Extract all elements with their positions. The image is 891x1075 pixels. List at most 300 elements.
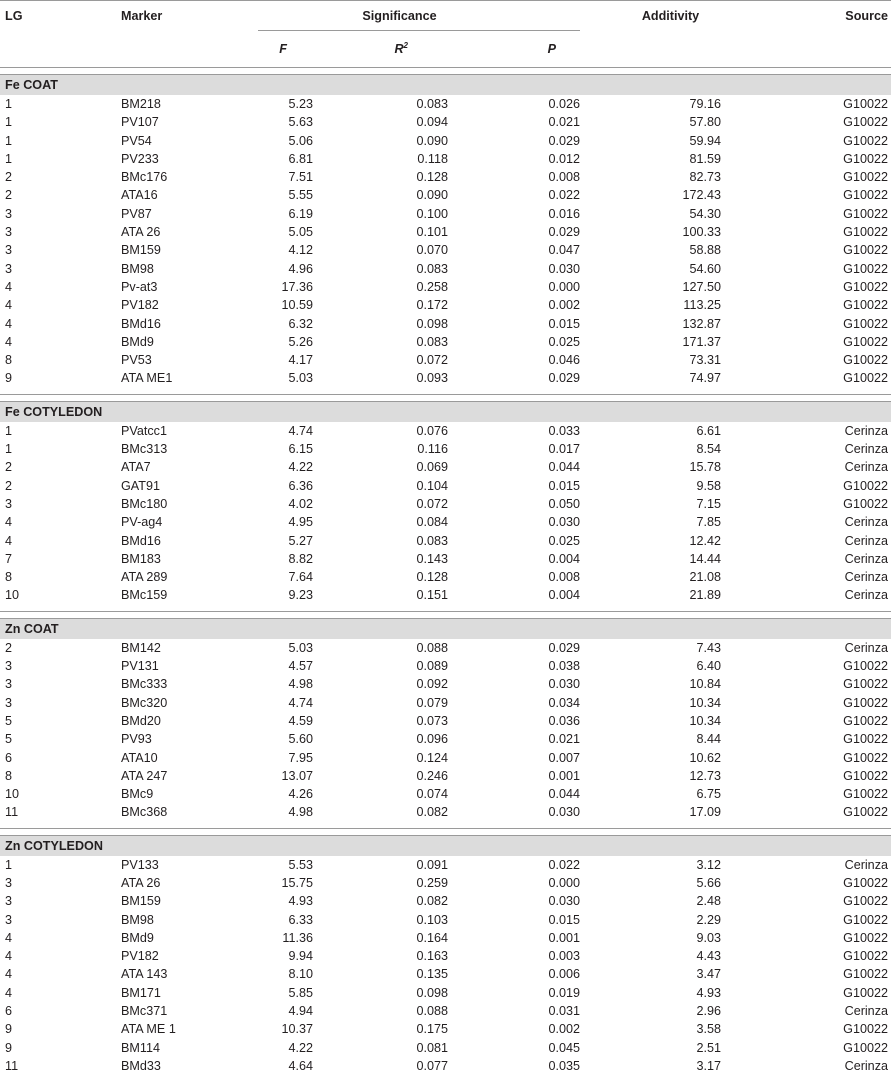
- cell-lg: 3: [0, 675, 118, 693]
- table-row: [0, 694, 891, 712]
- cell-p: 0.029: [448, 369, 580, 387]
- cell-additivity: 2.51: [580, 1039, 721, 1057]
- cell-f: 4.22: [258, 1039, 313, 1057]
- table-row: [0, 315, 891, 333]
- cell-f: 5.55: [258, 186, 313, 204]
- cell-marker: ATA 289: [118, 568, 258, 586]
- cell-source: G10022: [721, 911, 891, 929]
- cell-f: 6.81: [258, 150, 313, 168]
- cell-lg: 4: [0, 278, 118, 296]
- cell-source: G10022: [721, 132, 891, 150]
- cell-r2: 0.081: [313, 1039, 448, 1057]
- cell-lg: 7: [0, 550, 118, 568]
- cell-source: Cerinza: [721, 550, 891, 568]
- cell-f: 7.51: [258, 168, 313, 186]
- cell-source: G10022: [721, 477, 891, 495]
- header-source: Source: [721, 1, 891, 31]
- cell-r2: 0.103: [313, 911, 448, 929]
- cell-p: 0.030: [448, 513, 580, 531]
- cell-r2: 0.083: [313, 333, 448, 351]
- cell-p: 0.022: [448, 186, 580, 204]
- cell-r2: 0.079: [313, 694, 448, 712]
- cell-p: 0.021: [448, 113, 580, 131]
- cell-source: G10022: [721, 113, 891, 131]
- table-row: [0, 260, 891, 278]
- cell-r2: 0.083: [313, 95, 448, 113]
- cell-r2: 0.258: [313, 278, 448, 296]
- cell-f: 5.27: [258, 532, 313, 550]
- cell-source: G10022: [721, 95, 891, 113]
- cell-lg: 11: [0, 803, 118, 821]
- cell-lg: 3: [0, 694, 118, 712]
- cell-source: G10022: [721, 278, 891, 296]
- cell-marker: BM183: [118, 550, 258, 568]
- cell-lg: 3: [0, 223, 118, 241]
- cell-p: 0.025: [448, 333, 580, 351]
- table-row: [0, 369, 891, 387]
- cell-r2: 0.151: [313, 586, 448, 604]
- table-row: [0, 440, 891, 458]
- cell-source: G10022: [721, 150, 891, 168]
- cell-lg: 4: [0, 929, 118, 947]
- cell-lg: 6: [0, 1002, 118, 1020]
- cell-p: 0.006: [448, 965, 580, 983]
- cell-additivity: 58.88: [580, 241, 721, 259]
- cell-f: 4.95: [258, 513, 313, 531]
- cell-lg: 3: [0, 657, 118, 675]
- cell-lg: 1: [0, 440, 118, 458]
- cell-source: Cerinza: [721, 458, 891, 476]
- cell-source: Cerinza: [721, 639, 891, 657]
- cell-additivity: 7.43: [580, 639, 721, 657]
- cell-marker: BM98: [118, 911, 258, 929]
- cell-r2: 0.088: [313, 639, 448, 657]
- table-row: [0, 730, 891, 748]
- cell-marker: BMd20: [118, 712, 258, 730]
- cell-marker: BM114: [118, 1039, 258, 1057]
- cell-source: G10022: [721, 205, 891, 223]
- cell-lg: 10: [0, 785, 118, 803]
- cell-lg: 4: [0, 296, 118, 314]
- table-row: [0, 223, 891, 241]
- cell-f: 4.57: [258, 657, 313, 675]
- table-row: [0, 513, 891, 531]
- cell-f: 9.94: [258, 947, 313, 965]
- cell-f: 5.06: [258, 132, 313, 150]
- cell-f: 9.23: [258, 586, 313, 604]
- cell-r2: 0.175: [313, 1020, 448, 1038]
- cell-additivity: 7.15: [580, 495, 721, 513]
- cell-additivity: 6.61: [580, 422, 721, 440]
- cell-marker: BMd33: [118, 1057, 258, 1075]
- table-row: [0, 422, 891, 440]
- cell-source: G10022: [721, 712, 891, 730]
- cell-marker: ATA16: [118, 186, 258, 204]
- cell-r2: 0.094: [313, 113, 448, 131]
- cell-f: 4.64: [258, 1057, 313, 1075]
- cell-source: G10022: [721, 369, 891, 387]
- cell-source: G10022: [721, 767, 891, 785]
- cell-lg: 8: [0, 568, 118, 586]
- cell-source: G10022: [721, 803, 891, 821]
- table-row: [0, 113, 891, 131]
- table-row: [0, 785, 891, 803]
- table-row: [0, 639, 891, 657]
- cell-lg: 4: [0, 333, 118, 351]
- cell-marker: BMd16: [118, 315, 258, 333]
- table-row: [0, 911, 891, 929]
- cell-f: 5.03: [258, 369, 313, 387]
- cell-source: G10022: [721, 675, 891, 693]
- cell-lg: 4: [0, 532, 118, 550]
- cell-p: 0.019: [448, 984, 580, 1002]
- cell-p: 0.035: [448, 1057, 580, 1075]
- cell-marker: BM218: [118, 95, 258, 113]
- cell-marker: BMd9: [118, 929, 258, 947]
- cell-f: 6.19: [258, 205, 313, 223]
- cell-source: G10022: [721, 168, 891, 186]
- table-row: [0, 929, 891, 947]
- cell-lg: 6: [0, 749, 118, 767]
- table-row: [0, 892, 891, 910]
- cell-lg: 4: [0, 513, 118, 531]
- cell-r2: 0.090: [313, 186, 448, 204]
- cell-additivity: 12.73: [580, 767, 721, 785]
- cell-additivity: 132.87: [580, 315, 721, 333]
- cell-additivity: 12.42: [580, 532, 721, 550]
- cell-marker: PV-ag4: [118, 513, 258, 531]
- cell-f: 5.63: [258, 113, 313, 131]
- cell-f: 4.12: [258, 241, 313, 259]
- cell-f: 8.82: [258, 550, 313, 568]
- cell-lg: 2: [0, 168, 118, 186]
- cell-marker: PV87: [118, 205, 258, 223]
- cell-f: 6.33: [258, 911, 313, 929]
- cell-additivity: 8.54: [580, 440, 721, 458]
- cell-f: 5.03: [258, 639, 313, 657]
- cell-additivity: 3.17: [580, 1057, 721, 1075]
- header-marker: Marker: [118, 1, 258, 31]
- cell-p: 0.016: [448, 205, 580, 223]
- cell-r2: 0.124: [313, 749, 448, 767]
- table-row: [0, 1057, 891, 1075]
- cell-p: 0.002: [448, 296, 580, 314]
- cell-f: 4.98: [258, 803, 313, 821]
- cell-r2: 0.164: [313, 929, 448, 947]
- cell-source: G10022: [721, 694, 891, 712]
- cell-f: 4.74: [258, 694, 313, 712]
- table-row: [0, 1002, 891, 1020]
- table-row: [0, 550, 891, 568]
- cell-r2: 0.072: [313, 495, 448, 513]
- cell-f: 7.95: [258, 749, 313, 767]
- cell-lg: 2: [0, 639, 118, 657]
- cell-p: 0.034: [448, 694, 580, 712]
- cell-r2: 0.259: [313, 874, 448, 892]
- cell-r2: 0.090: [313, 132, 448, 150]
- table-row: [0, 132, 891, 150]
- cell-marker: BMc9: [118, 785, 258, 803]
- table-row: [0, 532, 891, 550]
- cell-r2: 0.072: [313, 351, 448, 369]
- section-title: Fe COTYLEDON: [0, 401, 891, 422]
- cell-lg: 3: [0, 874, 118, 892]
- cell-f: 4.22: [258, 458, 313, 476]
- cell-lg: 1: [0, 422, 118, 440]
- cell-additivity: 172.43: [580, 186, 721, 204]
- cell-source: G10022: [721, 351, 891, 369]
- cell-r2: 0.098: [313, 984, 448, 1002]
- table-row: [0, 477, 891, 495]
- cell-r2: 0.073: [313, 712, 448, 730]
- cell-additivity: 79.16: [580, 95, 721, 113]
- cell-lg: 3: [0, 911, 118, 929]
- table-row: [0, 984, 891, 1002]
- cell-f: 4.94: [258, 1002, 313, 1020]
- cell-p: 0.029: [448, 639, 580, 657]
- section-title: Fe COAT: [0, 75, 891, 96]
- cell-r2: 0.135: [313, 965, 448, 983]
- cell-p: 0.029: [448, 223, 580, 241]
- table-row: [0, 186, 891, 204]
- cell-f: 4.26: [258, 785, 313, 803]
- cell-additivity: 10.34: [580, 712, 721, 730]
- cell-marker: GAT91: [118, 477, 258, 495]
- cell-p: 0.008: [448, 168, 580, 186]
- cell-lg: 3: [0, 260, 118, 278]
- cell-p: 0.015: [448, 911, 580, 929]
- table-row: [0, 241, 891, 259]
- cell-source: Cerinza: [721, 568, 891, 586]
- table-row: [0, 495, 891, 513]
- cell-p: 0.030: [448, 260, 580, 278]
- table-body: [0, 68, 891, 1075]
- cell-marker: BMc159: [118, 586, 258, 604]
- cell-source: Cerinza: [721, 586, 891, 604]
- cell-source: G10022: [721, 223, 891, 241]
- table-row: [0, 712, 891, 730]
- cell-marker: PV133: [118, 856, 258, 874]
- table-row: [0, 947, 891, 965]
- cell-r2: 0.143: [313, 550, 448, 568]
- cell-additivity: 4.93: [580, 984, 721, 1002]
- cell-lg: 4: [0, 315, 118, 333]
- cell-f: 4.98: [258, 675, 313, 693]
- cell-additivity: 57.80: [580, 113, 721, 131]
- cell-lg: 3: [0, 205, 118, 223]
- cell-additivity: 73.31: [580, 351, 721, 369]
- cell-source: G10022: [721, 965, 891, 983]
- cell-source: Cerinza: [721, 422, 891, 440]
- cell-f: 4.17: [258, 351, 313, 369]
- cell-lg: 1: [0, 113, 118, 131]
- cell-f: 13.07: [258, 767, 313, 785]
- cell-r2: 0.096: [313, 730, 448, 748]
- table-row: [0, 296, 891, 314]
- cell-p: 0.030: [448, 892, 580, 910]
- cell-additivity: 3.58: [580, 1020, 721, 1038]
- cell-p: 0.030: [448, 803, 580, 821]
- cell-p: 0.036: [448, 712, 580, 730]
- table-row: [0, 803, 891, 821]
- cell-f: 4.93: [258, 892, 313, 910]
- cell-r2: 0.088: [313, 1002, 448, 1020]
- cell-additivity: 21.89: [580, 586, 721, 604]
- cell-marker: BM159: [118, 892, 258, 910]
- cell-additivity: 171.37: [580, 333, 721, 351]
- cell-r2: 0.098: [313, 315, 448, 333]
- cell-f: 7.64: [258, 568, 313, 586]
- cell-source: G10022: [721, 260, 891, 278]
- cell-lg: 8: [0, 767, 118, 785]
- cell-lg: 3: [0, 892, 118, 910]
- cell-source: G10022: [721, 315, 891, 333]
- cell-p: 0.046: [448, 351, 580, 369]
- section-title: Zn COTYLEDON: [0, 835, 891, 856]
- cell-marker: BMc320: [118, 694, 258, 712]
- cell-source: G10022: [721, 947, 891, 965]
- cell-r2: 0.074: [313, 785, 448, 803]
- cell-marker: BMc180: [118, 495, 258, 513]
- cell-r2: 0.246: [313, 767, 448, 785]
- cell-source: G10022: [721, 296, 891, 314]
- cell-marker: BMc176: [118, 168, 258, 186]
- cell-f: 11.36: [258, 929, 313, 947]
- cell-additivity: 7.85: [580, 513, 721, 531]
- cell-lg: 4: [0, 984, 118, 1002]
- cell-p: 0.045: [448, 1039, 580, 1057]
- cell-p: 0.025: [448, 532, 580, 550]
- cell-marker: ATA 26: [118, 223, 258, 241]
- cell-f: 8.10: [258, 965, 313, 983]
- cell-r2: 0.104: [313, 477, 448, 495]
- table-row: [0, 657, 891, 675]
- cell-lg: 2: [0, 458, 118, 476]
- cell-additivity: 113.25: [580, 296, 721, 314]
- cell-p: 0.015: [448, 477, 580, 495]
- cell-f: 15.75: [258, 874, 313, 892]
- cell-additivity: 4.43: [580, 947, 721, 965]
- header-f: F: [258, 31, 313, 68]
- cell-lg: 4: [0, 965, 118, 983]
- cell-p: 0.002: [448, 1020, 580, 1038]
- table-row: [0, 675, 891, 693]
- cell-marker: PV107: [118, 113, 258, 131]
- table-row: [0, 1039, 891, 1057]
- cell-r2: 0.082: [313, 803, 448, 821]
- cell-f: 5.23: [258, 95, 313, 113]
- cell-additivity: 6.40: [580, 657, 721, 675]
- cell-r2: 0.069: [313, 458, 448, 476]
- cell-r2: 0.084: [313, 513, 448, 531]
- cell-lg: 3: [0, 495, 118, 513]
- table-row: [0, 856, 891, 874]
- cell-p: 0.001: [448, 767, 580, 785]
- cell-r2: 0.077: [313, 1057, 448, 1075]
- cell-p: 0.022: [448, 856, 580, 874]
- cell-p: 0.017: [448, 440, 580, 458]
- cell-additivity: 6.75: [580, 785, 721, 803]
- cell-r2: 0.082: [313, 892, 448, 910]
- cell-lg: 3: [0, 241, 118, 259]
- cell-marker: BM171: [118, 984, 258, 1002]
- cell-p: 0.038: [448, 657, 580, 675]
- cell-r2: 0.076: [313, 422, 448, 440]
- cell-lg: 10: [0, 586, 118, 604]
- cell-p: 0.044: [448, 785, 580, 803]
- cell-p: 0.050: [448, 495, 580, 513]
- cell-p: 0.033: [448, 422, 580, 440]
- table-row: [0, 351, 891, 369]
- cell-r2: 0.092: [313, 675, 448, 693]
- cell-r2: 0.093: [313, 369, 448, 387]
- cell-lg: 4: [0, 947, 118, 965]
- header-significance: [258, 1, 580, 31]
- cell-additivity: 8.44: [580, 730, 721, 748]
- cell-f: 6.15: [258, 440, 313, 458]
- cell-p: 0.026: [448, 95, 580, 113]
- cell-marker: PVatcc1: [118, 422, 258, 440]
- cell-source: G10022: [721, 892, 891, 910]
- cell-f: 5.26: [258, 333, 313, 351]
- cell-marker: PV131: [118, 657, 258, 675]
- cell-r2: 0.128: [313, 568, 448, 586]
- cell-additivity: 2.48: [580, 892, 721, 910]
- cell-f: 17.36: [258, 278, 313, 296]
- cell-additivity: 9.58: [580, 477, 721, 495]
- cell-p: 0.004: [448, 550, 580, 568]
- cell-additivity: 59.94: [580, 132, 721, 150]
- cell-additivity: 3.12: [580, 856, 721, 874]
- cell-p: 0.000: [448, 278, 580, 296]
- table-header: [0, 1, 891, 68]
- cell-source: Cerinza: [721, 532, 891, 550]
- table-row: [0, 168, 891, 186]
- cell-marker: PV182: [118, 296, 258, 314]
- cell-r2: 0.118: [313, 150, 448, 168]
- cell-additivity: 5.66: [580, 874, 721, 892]
- cell-f: 10.59: [258, 296, 313, 314]
- cell-additivity: 54.30: [580, 205, 721, 223]
- cell-r2: 0.083: [313, 260, 448, 278]
- cell-r2: 0.091: [313, 856, 448, 874]
- cell-source: G10022: [721, 874, 891, 892]
- table-row: [0, 749, 891, 767]
- table-row: [0, 568, 891, 586]
- cell-lg: 9: [0, 1039, 118, 1057]
- cell-source: G10022: [721, 186, 891, 204]
- cell-marker: BM142: [118, 639, 258, 657]
- cell-additivity: 15.78: [580, 458, 721, 476]
- cell-lg: 1: [0, 150, 118, 168]
- cell-lg: 2: [0, 186, 118, 204]
- cell-source: G10022: [721, 1039, 891, 1057]
- cell-marker: BMc371: [118, 1002, 258, 1020]
- cell-additivity: 100.33: [580, 223, 721, 241]
- cell-source: G10022: [721, 749, 891, 767]
- cell-source: G10022: [721, 495, 891, 513]
- cell-p: 0.008: [448, 568, 580, 586]
- cell-lg: 1: [0, 95, 118, 113]
- table-row: [0, 278, 891, 296]
- cell-p: 0.012: [448, 150, 580, 168]
- cell-marker: ATA 26: [118, 874, 258, 892]
- cell-additivity: 14.44: [580, 550, 721, 568]
- cell-source: G10022: [721, 1020, 891, 1038]
- cell-marker: BM98: [118, 260, 258, 278]
- cell-marker: ATA10: [118, 749, 258, 767]
- cell-additivity: 74.97: [580, 369, 721, 387]
